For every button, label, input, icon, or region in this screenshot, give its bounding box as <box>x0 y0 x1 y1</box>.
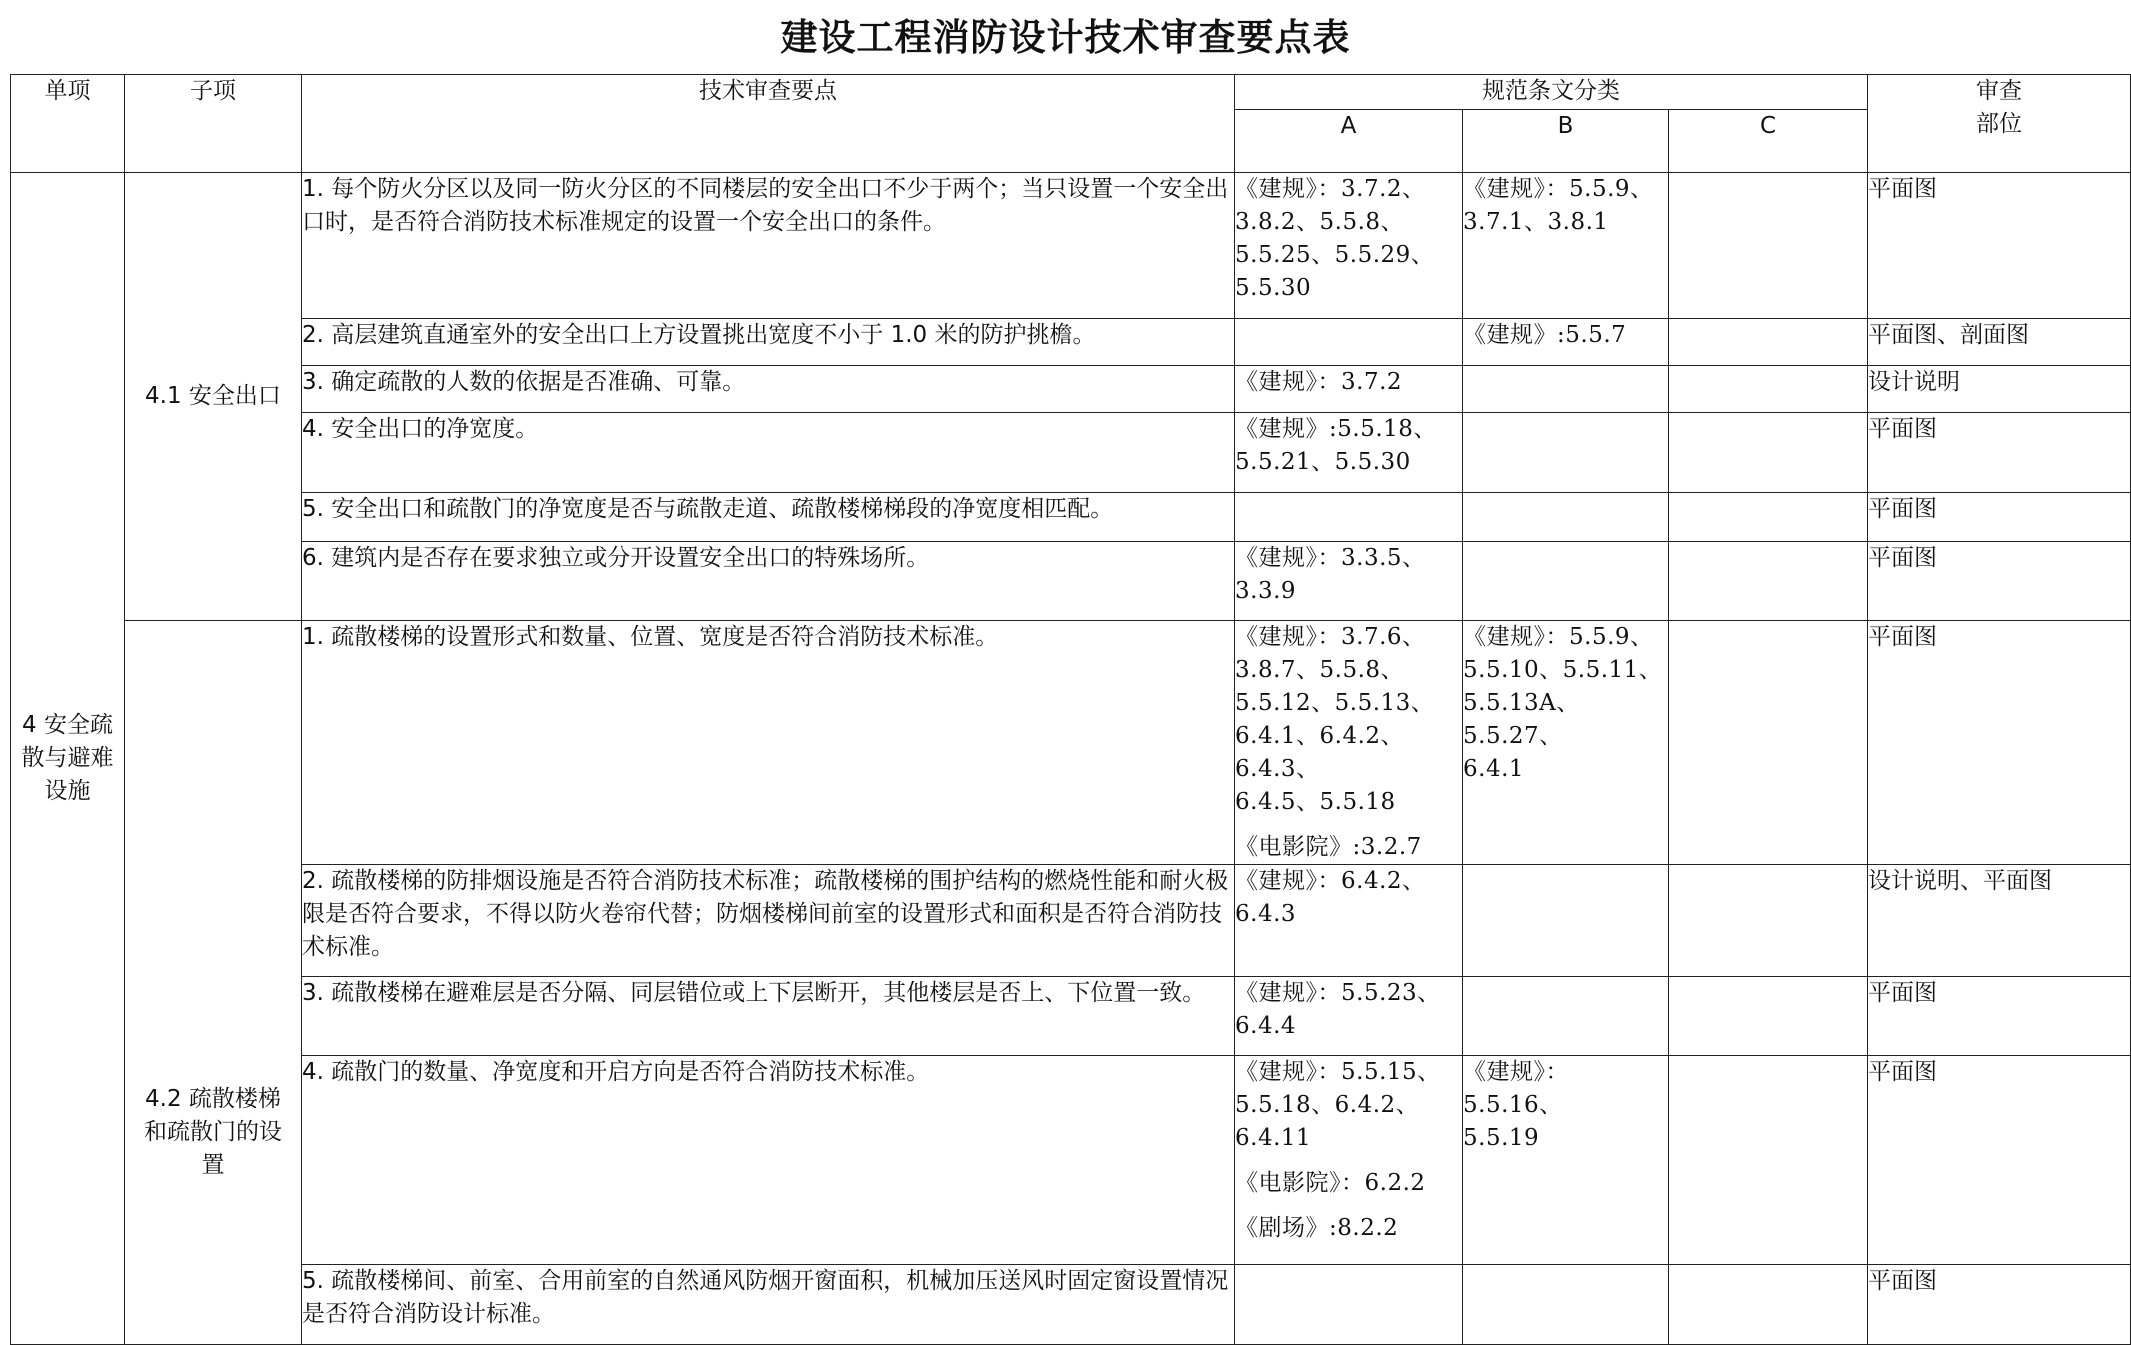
review-part: 平面图、剖面图 <box>1868 319 2131 366</box>
header-row-1 <box>11 75 2131 110</box>
category-b: 《建规》:5.5.7 <box>1463 319 1669 366</box>
header-cat-a: A <box>1235 110 1463 173</box>
review-point: 3. 确定疏散的人数的依据是否准确、可靠。 <box>302 366 1235 413</box>
review-part: 平面图 <box>1868 621 2131 865</box>
category-c <box>1669 493 1868 542</box>
category-b: 《建规》：5.5.9、 3.7.1、3.8.1 <box>1463 173 1669 319</box>
unit-cell <box>11 173 125 1345</box>
review-point: 1. 疏散楼梯的设置形式和数量、位置、宽度是否符合消防技术标准。 <box>302 621 1235 865</box>
review-point: 2. 高层建筑直通室外的安全出口上方设置挑出宽度不小于 1.0 米的防护挑檐。 <box>302 319 1235 366</box>
review-point: 4. 疏散门的数量、净宽度和开启方向是否符合消防技术标准。 <box>302 1056 1235 1265</box>
category-c <box>1669 542 1868 621</box>
sub-line2: 和疏散门的设 <box>144 1119 282 1145</box>
unit-line3: 设施 <box>44 778 91 804</box>
category-b <box>1463 413 1669 493</box>
sub-line1: 4.2 疏散楼梯 <box>145 1086 281 1112</box>
review-point: 1. 每个防火分区以及同一防火分区的不同楼层的安全出口不少于两个；当只设置一个安全出口时，是否符合消防技术标准规定的设置一个安全出口的条件。 <box>302 173 1235 319</box>
category-a: 《建规》：6.4.2、 6.4.3 <box>1235 865 1463 977</box>
page-title: 建设工程消防设计技术审查要点表 <box>780 15 1351 59</box>
category-b: 《建规》：5.5.16、 5.5.19 <box>1463 1056 1669 1265</box>
category-c <box>1669 865 1868 977</box>
review-table <box>10 74 2131 1345</box>
unit-line2: 散与避难 <box>21 745 114 771</box>
table-row <box>11 173 2131 319</box>
category-b <box>1463 366 1669 413</box>
sub-cell-4-2 <box>125 621 302 1345</box>
review-part: 平面图 <box>1868 493 2131 542</box>
category-a-extra: 《剧场》:8.2.2 <box>1235 1215 1399 1241</box>
review-part: 设计说明 <box>1868 366 2131 413</box>
category-c <box>1669 319 1868 366</box>
category-a-extra: 《电影院》:3.2.7 <box>1235 834 1422 860</box>
category-b <box>1463 865 1669 977</box>
header-cat-c: C <box>1669 110 1868 173</box>
table-row <box>11 366 2131 413</box>
category-a <box>1235 621 1463 865</box>
category-a-main: 《建规》：3.7.6、 3.8.7、5.5.8、 5.5.12、5.5.13、 6.4.1、6.4.2、6.4.3、 6.4.5、5.5.18 <box>1235 624 1435 815</box>
category-c <box>1669 621 1868 865</box>
sub-cell-4-1 <box>125 173 302 621</box>
table-row <box>11 542 2131 621</box>
category-c <box>1669 1056 1868 1265</box>
category-b <box>1463 977 1669 1056</box>
review-point: 5. 疏散楼梯间、前室、合用前室的自然通风防烟开窗面积，机械加压送风时固定窗设置情况是否符合消防设计标准。 <box>302 1265 1235 1345</box>
category-a: 《建规》:5.5.18、 5.5.21、5.5.30 <box>1235 413 1463 493</box>
review-part: 设计说明、平面图 <box>1868 865 2131 977</box>
category-c <box>1669 413 1868 493</box>
review-point: 6. 建筑内是否存在要求独立或分开设置安全出口的特殊场所。 <box>302 542 1235 621</box>
header-part-line2: 部位 <box>1976 111 2023 137</box>
sub-line3: 置 <box>201 1152 225 1178</box>
review-point: 4. 安全出口的净宽度。 <box>302 413 1235 493</box>
header-category: 规范条文分类 <box>1235 75 1868 110</box>
header-part-line1: 审查 <box>1976 78 2023 104</box>
review-part: 平面图 <box>1868 1056 2131 1265</box>
category-a: 《建规》：3.7.2、 3.8.2、5.5.8、 5.5.25、5.5.29、 5.5.30 <box>1235 173 1463 319</box>
review-point: 3. 疏散楼梯在避难层是否分隔、同层错位或上下层断开，其他楼层是否上、下位置一致。 <box>302 977 1235 1056</box>
category-b <box>1463 493 1669 542</box>
table-row <box>11 1265 2131 1345</box>
header-part <box>1868 75 2131 173</box>
header-sub: 子项 <box>125 75 302 173</box>
category-a <box>1235 319 1463 366</box>
category-b <box>1463 1265 1669 1345</box>
review-point: 2. 疏散楼梯的防排烟设施是否符合消防技术标准；疏散楼梯的围护结构的燃烧性能和耐火极限是否符合要求，不得以防火卷帘代替；防烟楼梯间前室的设置形式和面积是否符合消防技术标准。 <box>302 865 1235 977</box>
review-point: 5. 安全出口和疏散门的净宽度是否与疏散走道、疏散楼梯梯段的净宽度相匹配。 <box>302 493 1235 542</box>
table-row <box>11 1056 2131 1265</box>
category-a <box>1235 1265 1463 1345</box>
category-c <box>1669 1265 1868 1345</box>
unit-line1: 4 安全疏 <box>22 712 113 738</box>
table-row <box>11 493 2131 542</box>
review-part: 平面图 <box>1868 413 2131 493</box>
category-b: 《建规》：5.5.9、 5.5.10、5.5.11、 5.5.13A、5.5.27、 6.4.1 <box>1463 621 1669 865</box>
table-row <box>11 413 2131 493</box>
category-c <box>1669 366 1868 413</box>
category-a <box>1235 493 1463 542</box>
category-a <box>1235 1056 1463 1265</box>
review-part: 平面图 <box>1868 173 2131 319</box>
category-b <box>1463 542 1669 621</box>
table-row <box>11 865 2131 977</box>
category-a: 《建规》：5.5.23、 6.4.4 <box>1235 977 1463 1056</box>
review-part: 平面图 <box>1868 1265 2131 1345</box>
table-row <box>11 621 2131 865</box>
review-part: 平面图 <box>1868 542 2131 621</box>
table-row <box>11 319 2131 366</box>
category-a-main: 《建规》：5.5.15、 5.5.18、6.4.2、 6.4.11 <box>1235 1059 1441 1151</box>
header-points: 技术审查要点 <box>302 75 1235 173</box>
category-c <box>1669 173 1868 319</box>
category-c <box>1669 977 1868 1056</box>
category-a-extra: 《电影院》：6.2.2 <box>1235 1170 1426 1196</box>
review-part: 平面图 <box>1868 977 2131 1056</box>
sub-line1: 4.1 安全出口 <box>145 383 281 409</box>
table-row <box>11 977 2131 1056</box>
header-unit: 单项 <box>11 75 125 173</box>
category-a: 《建规》：3.7.2 <box>1235 366 1463 413</box>
category-a: 《建规》：3.3.5、 3.3.9 <box>1235 542 1463 621</box>
header-cat-b: B <box>1463 110 1669 173</box>
